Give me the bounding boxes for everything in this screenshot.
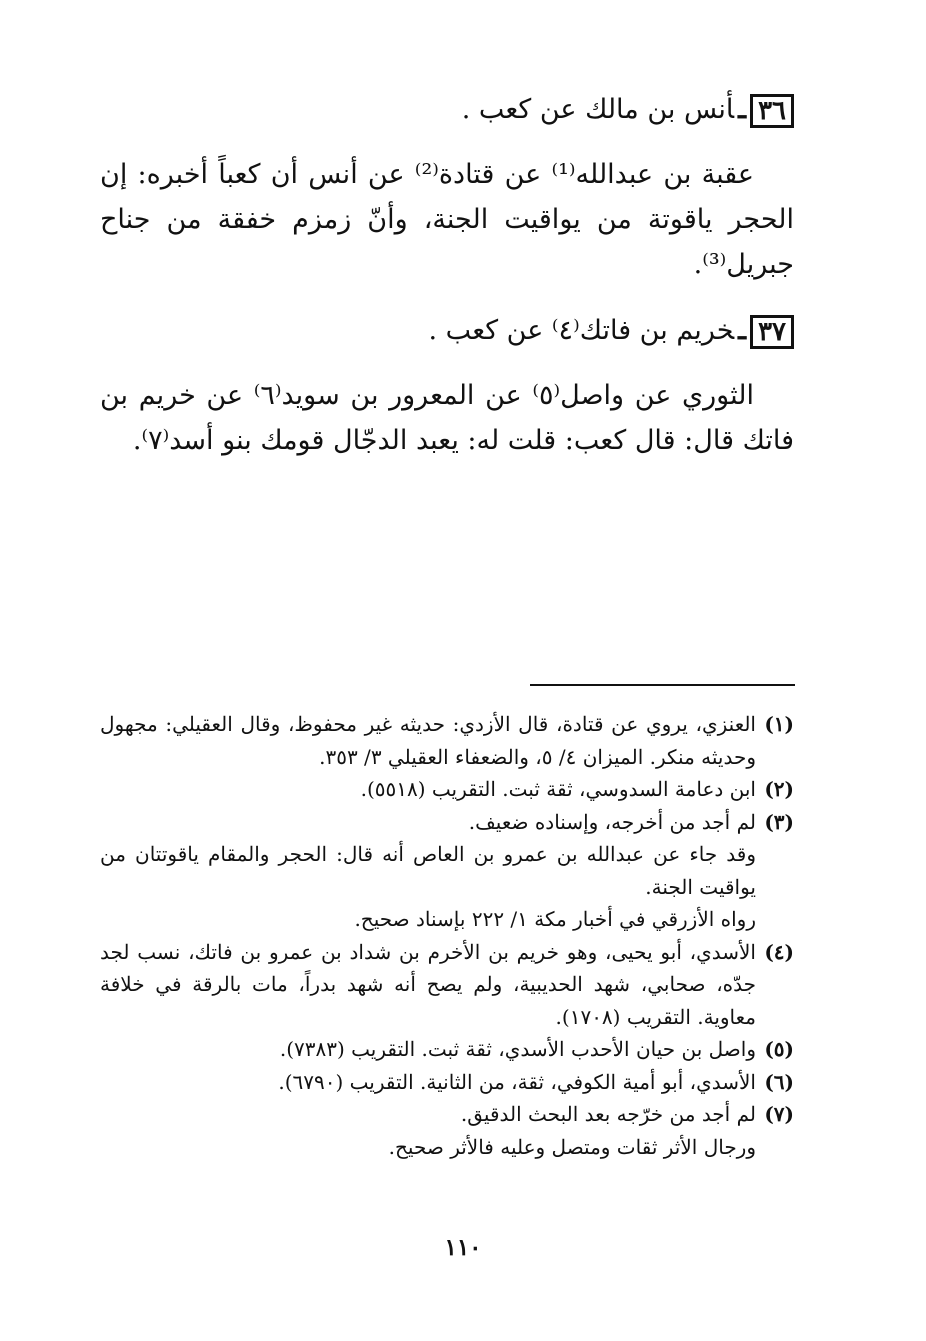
footnote-continuation [100, 1131, 794, 1164]
footnote-text: الأسدي، أبو يحيى، وهو خريم بن الأخرم بن شداد بن عمرو بن فاتك، نسب لجد جدّه، صحابي، شهد الحديبية، ولم يصح أنه شهد بدراً، مات بالرقة في خلافة معاوية. التقريب (١٧٠٨). [100, 939, 756, 1029]
footnote-text: واصل بن حيان الأحدب الأسدي، ثقة ثبت. التقريب (٧٣٨٣). [279, 1037, 756, 1061]
hadith-heading-text: خريم بن فاتك⁽٤⁾ عن كعب . [428, 315, 735, 346]
main-text [100, 90, 794, 463]
footnote [100, 1098, 794, 1131]
footnote [100, 708, 794, 773]
footnote-text: الأسدي، أبو أمية الكوفي، ثقة، من الثانية. التقريب (٦٧٩٠). [278, 1069, 756, 1094]
footnote [100, 773, 794, 806]
hadith-heading: ٣٧ـخريم بن فاتك⁽٤⁾ عن كعب . [100, 311, 794, 351]
footnote [100, 806, 794, 839]
footnote-text: لم أجد من أخرجه، وإسناده ضعيف. [468, 809, 756, 834]
footnote-number: (٦) [764, 1069, 794, 1094]
footnotes [100, 708, 794, 1163]
footnote-number: (٣) [764, 809, 794, 834]
footnote-continuation [100, 838, 794, 903]
hadith-text: الثوري عن واصل⁽٥⁾ عن المعرور بن سويد⁽٦⁾ عن خريم بن فاتك قال: قال كعب: قلت له: يعبد الدجّال قومك بنو أسد⁽٧⁾. [100, 380, 794, 456]
footnote [100, 1066, 794, 1099]
footnote [100, 936, 794, 1034]
hadith-heading: ٣٦ـأنس بن مالك عن كعب . [100, 90, 794, 130]
page-number: ١١٠ [444, 1234, 482, 1261]
hadith-heading-text: أنس بن مالك عن كعب . [461, 94, 735, 125]
footnote [100, 1033, 794, 1066]
hadith-number-box: ٣٦ [750, 94, 794, 128]
footnote-text: ورجال الأثر ثقات ومتصل وعليه فالأثر صحيح. [388, 1134, 756, 1159]
footnote-text: العنزي، يروي عن قتادة، قال الأزدي: حديثه غير محفوظ، وقال العقيلي: مجهول وحديثه منكر. الميزان ٤/ ٥، والضعفاء العقيلي ٣/ ٣٥٣. [100, 712, 756, 769]
hadith-text: عقبة بن عبدالله⁽¹⁾ عن قتادة⁽²⁾ عن أنس أن كعباً أخبره: إن الحجر ياقوتة من يواقيت الجنة، وأنّ زمزم خفقة من جناح جبريل⁽³⁾. [100, 159, 794, 280]
footnote-number: (٢) [764, 777, 794, 801]
footnote-number: (٤) [764, 939, 794, 964]
footnote-separator [530, 684, 795, 686]
footnote-text: لم أجد من خرّجه بعد البحث الدقيق. [460, 1102, 756, 1126]
footnote-number: (٥) [764, 1037, 794, 1061]
footnote-continuation [100, 903, 794, 936]
footnote-text: ابن دعامة السدوسي، ثقة ثبت. التقريب (٥٥١٨). [360, 777, 756, 801]
footnote-text: رواه الأزرقي في أخبار مكة ١/ ٢٢٢ بإسناد صحيح. [354, 907, 756, 931]
footnote-number: (١) [764, 712, 794, 736]
hadith-number-box: ٣٧ [750, 315, 794, 349]
footnote-text: وقد جاء عن عبدالله بن عمرو بن العاص أنه قال: الحجر والمقام ياقوتتان من يواقيت الجنة. [100, 842, 756, 899]
footnote-number: (٧) [764, 1102, 794, 1126]
